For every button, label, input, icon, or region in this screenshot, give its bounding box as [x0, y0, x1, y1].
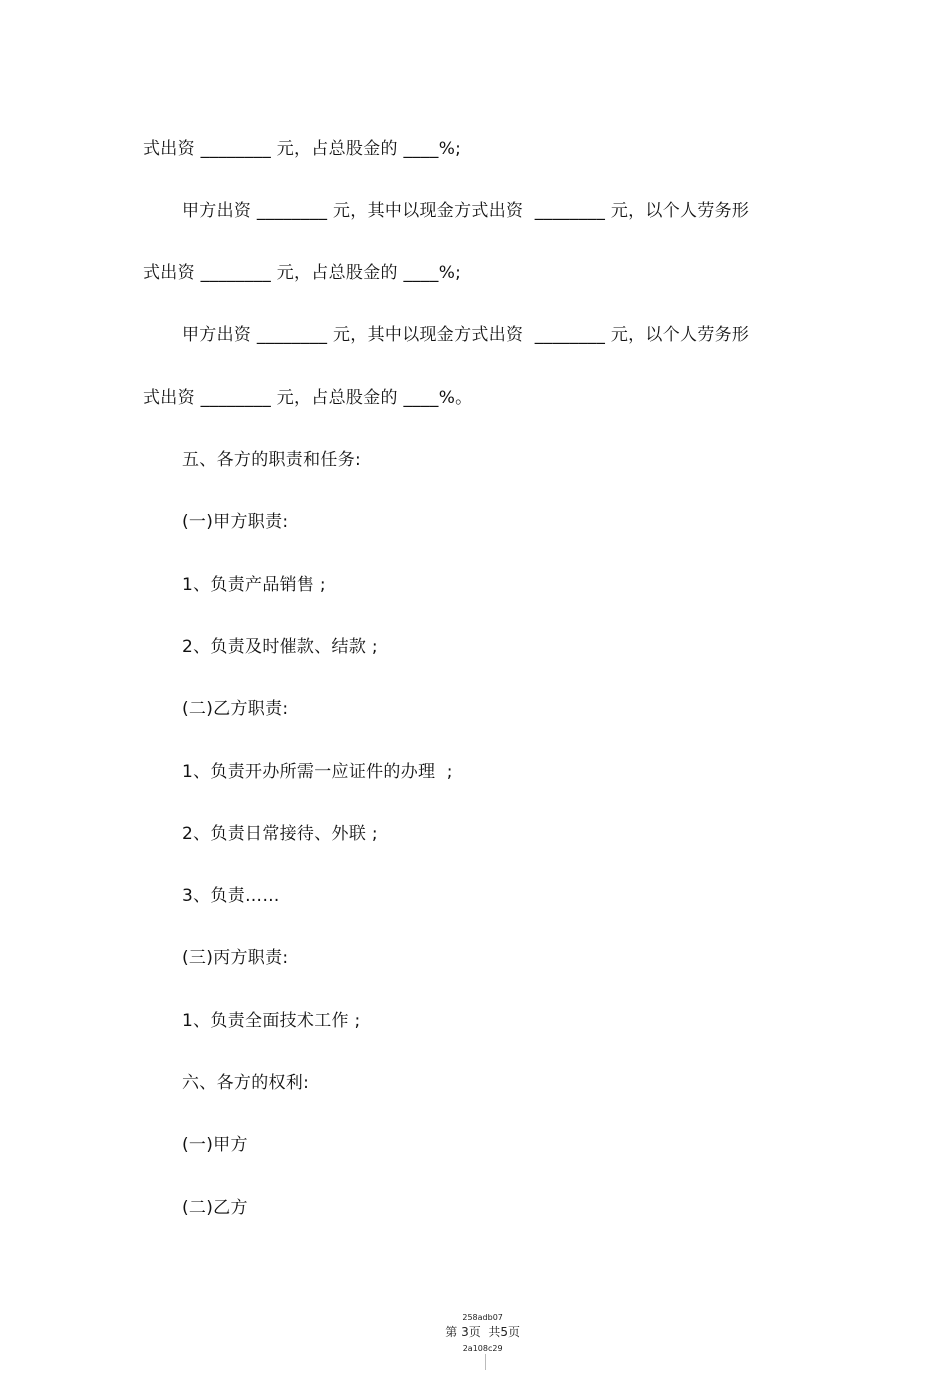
- list-item: 2、负责日常接待、外联 ;: [182, 824, 378, 844]
- text-line: 式出资 ________ 元，占总股金的 ____%;: [143, 263, 462, 283]
- list-item: 1、负责产品销售 ;: [182, 575, 326, 595]
- text-line: 甲方出资 ________ 元，其中以现金方式出资 ________ 元，以个人劳务形: [182, 201, 750, 221]
- list-item: 2、负责及时催款、结款 ;: [182, 637, 378, 657]
- footer-left-code: 258adb07: [462, 1313, 503, 1322]
- footer-divider: [485, 1354, 486, 1370]
- section-heading: 六、各方的权利:: [182, 1073, 310, 1093]
- text-line: 式出资 ________ 元，占总股金的 ____%;: [143, 139, 462, 159]
- subsection-heading: (二)乙方职责:: [182, 699, 289, 719]
- subsection-heading: (二)乙方: [182, 1198, 248, 1218]
- text-line: 甲方出资 ________ 元，其中以现金方式出资 ________ 元，以个人劳务形: [182, 325, 750, 345]
- section-heading: 五、各方的职责和任务:: [182, 450, 362, 470]
- list-item: 3、负责……: [182, 886, 280, 906]
- list-item: 1、负责全面技术工作 ;: [182, 1011, 361, 1031]
- page-footer: [0, 1295, 950, 1384]
- footer-right-code: 2a108c29: [462, 1344, 503, 1353]
- subsection-heading: (一)甲方职责:: [182, 512, 289, 532]
- page-number: 第 3页 共5页: [445, 1325, 520, 1339]
- subsection-heading: (一)甲方: [182, 1135, 248, 1155]
- text-line: 式出资 ________ 元，占总股金的 ____%。: [143, 388, 473, 408]
- list-item: 1、负责开办所需一应证件的办理 ;: [182, 762, 453, 782]
- subsection-heading: (三)丙方职责:: [182, 948, 289, 968]
